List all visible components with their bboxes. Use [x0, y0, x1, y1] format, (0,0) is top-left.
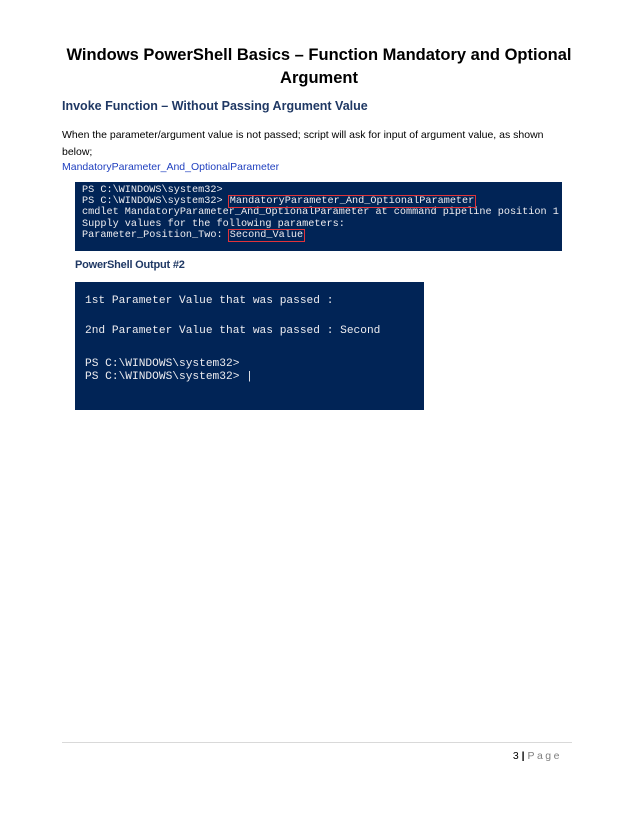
console-prompt: PS C:\WINDOWS\system32>	[82, 196, 229, 208]
output-heading: PowerShell Output #2	[75, 259, 185, 271]
console-line: PS C:\WINDOWS\system32>	[82, 185, 223, 196]
console-line: PS C:\WINDOWS\system32>	[85, 358, 240, 370]
page-footer	[513, 750, 562, 762]
console-line: cmdlet MandatoryParameter_And_OptionalParameter at command pipeline position 1	[82, 207, 559, 219]
console-line: 1st Parameter Value that was passed :	[85, 295, 334, 307]
document-title: Windows PowerShell Basics – Function Mandatory and Optional Argument	[66, 46, 572, 87]
page-word: Page	[527, 750, 562, 762]
function-name-link[interactable]: MandatoryParameter_And_OptionalParameter	[62, 161, 280, 173]
console-line: 2nd Parameter Value that was passed : Second	[85, 325, 381, 337]
powershell-console-input	[75, 182, 562, 251]
console-prompt: Parameter_Position_Two:	[82, 229, 229, 241]
body-paragraph: When the parameter/argument value is not passed; script will ask for input of argument value, as shown below;	[62, 129, 544, 158]
footer-separator: |	[521, 750, 525, 762]
powershell-console-output	[75, 282, 424, 410]
highlighted-command: MandatoryParameter_And_OptionalParameter	[229, 196, 475, 208]
page-number: 3	[512, 750, 519, 762]
section-heading: Invoke Function – Without Passing Argument Value	[62, 99, 368, 113]
highlighted-value: Second_Value	[229, 229, 304, 241]
console-line: Supply values for the following parameters:	[82, 218, 345, 230]
console-line: PS C:\WINDOWS\system32> |	[85, 371, 253, 383]
footer-divider	[62, 742, 572, 743]
